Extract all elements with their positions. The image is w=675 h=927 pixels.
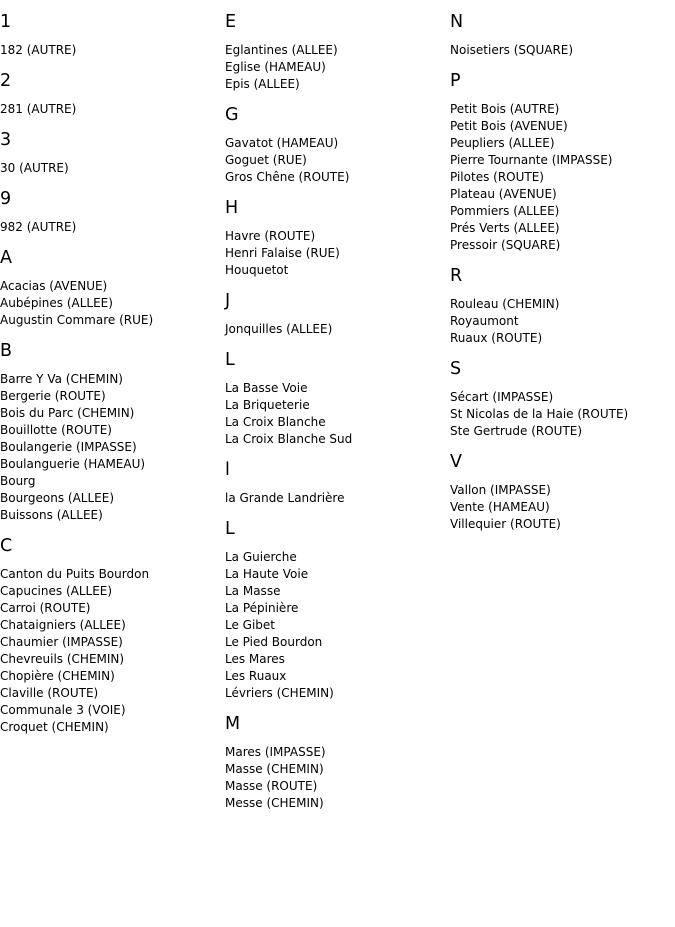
street-list	[0, 219, 225, 236]
street-link[interactable]: La Guierche	[225, 550, 297, 564]
street-list	[450, 296, 675, 347]
street-link[interactable]: Barre Y Va (CHEMIN)	[0, 372, 123, 386]
section-letter-heading: A	[0, 248, 12, 268]
letter-section	[0, 188, 225, 236]
street-list	[225, 228, 450, 279]
street-link[interactable]: Prés Verts (ALLEE)	[450, 221, 560, 235]
letter-section	[450, 70, 675, 254]
street-list	[225, 549, 450, 702]
street-list	[0, 101, 225, 118]
street-link[interactable]: Vallon (IMPASSE)	[450, 483, 551, 497]
street-link[interactable]: La Haute Voie	[225, 567, 309, 581]
letter-section	[0, 129, 225, 177]
street-list	[225, 135, 450, 186]
street-list	[0, 371, 225, 524]
section-letter-heading: 3	[0, 130, 12, 150]
street-link[interactable]: Chevreuils (CHEMIN)	[0, 652, 125, 666]
street-list	[225, 321, 450, 338]
street-link[interactable]: Carroi (ROUTE)	[0, 601, 91, 615]
letter-section	[225, 290, 450, 338]
street-link[interactable]: Buissons (ALLEE)	[0, 508, 103, 522]
street-link[interactable]: Epis (ALLEE)	[225, 77, 300, 91]
street-link[interactable]: Havre (ROUTE)	[225, 229, 316, 243]
street-list	[0, 42, 225, 59]
section-letter-heading: N	[450, 12, 464, 32]
letter-section	[225, 713, 450, 812]
street-link[interactable]: Ste Gertrude (ROUTE)	[450, 424, 583, 438]
street-list	[225, 490, 450, 507]
street-link[interactable]: La Croix Blanche Sud	[225, 432, 353, 446]
street-link[interactable]: Aubépines (ALLEE)	[0, 296, 113, 310]
street-link[interactable]: Boulanguerie (HAMEAU)	[0, 457, 146, 471]
letter-section	[0, 535, 225, 736]
section-letter-heading: P	[450, 71, 461, 91]
section-letter-heading: C	[0, 536, 13, 556]
letter-section	[225, 459, 450, 507]
street-link[interactable]: Acacias (AVENUE)	[0, 279, 108, 293]
street-link[interactable]: Vente (HAMEAU)	[450, 500, 550, 514]
street-list	[225, 380, 450, 448]
street-link[interactable]: Gavatot (HAMEAU)	[225, 136, 339, 150]
section-letter-heading: R	[450, 266, 463, 286]
street-link[interactable]: Petit Bois (AUTRE)	[450, 102, 560, 116]
section-letter-heading: 1	[0, 12, 12, 32]
index-column	[450, 11, 675, 544]
street-link[interactable]: Masse (ROUTE)	[225, 779, 318, 793]
section-letter-heading: G	[225, 105, 239, 125]
street-link[interactable]: Henri Falaise (RUE)	[225, 246, 340, 260]
letter-section	[225, 349, 450, 448]
street-link[interactable]: Villequier (ROUTE)	[450, 517, 561, 531]
street-link[interactable]: Bois du Parc (CHEMIN)	[0, 406, 135, 420]
letter-section	[0, 340, 225, 524]
street-link[interactable]: Bourgeons (ALLEE)	[0, 491, 115, 505]
letter-section	[450, 451, 675, 533]
street-link[interactable]: La Pépinière	[225, 601, 299, 615]
street-link[interactable]: Eglantines (ALLEE)	[225, 43, 338, 57]
section-letter-heading: H	[225, 198, 239, 218]
street-link[interactable]: 30 (AUTRE)	[0, 161, 69, 175]
section-letter-heading: l	[225, 460, 230, 480]
street-link[interactable]: Houquetot	[225, 263, 289, 277]
street-list	[0, 160, 225, 177]
street-link[interactable]: Capucines (ALLEE)	[0, 584, 113, 598]
street-link[interactable]: St Nicolas de la Haie (ROUTE)	[450, 407, 629, 421]
street-link[interactable]: Messe (CHEMIN)	[225, 796, 324, 810]
street-link[interactable]: Jonquilles (ALLEE)	[225, 322, 333, 336]
letter-section	[450, 265, 675, 347]
letter-section	[450, 11, 675, 59]
street-link[interactable]: La Basse Voie	[225, 381, 308, 395]
street-link[interactable]: Boulangerie (IMPASSE)	[0, 440, 137, 454]
letter-section	[225, 518, 450, 702]
street-link[interactable]: Claville (ROUTE)	[0, 686, 99, 700]
street-link[interactable]: Canton du Puits Bourdon	[0, 567, 150, 581]
street-link[interactable]: Pilotes (ROUTE)	[450, 170, 544, 184]
section-letter-heading: J	[225, 291, 231, 311]
street-link[interactable]: Pressoir (SQUARE)	[450, 238, 561, 252]
street-link[interactable]: Pommiers (ALLEE)	[450, 204, 560, 218]
street-link[interactable]: Noisetiers (SQUARE)	[450, 43, 574, 57]
street-link[interactable]: Sécart (IMPASSE)	[450, 390, 554, 404]
street-link[interactable]: Bouillotte (ROUTE)	[0, 423, 112, 437]
street-link[interactable]: Goguet (RUE)	[225, 153, 307, 167]
letter-section	[225, 104, 450, 186]
letter-section	[450, 358, 675, 440]
street-list	[0, 278, 225, 329]
section-letter-heading: E	[225, 12, 237, 32]
street-link[interactable]: Chaumier (IMPASSE)	[0, 635, 123, 649]
letter-section	[0, 70, 225, 118]
street-link[interactable]: Mares (IMPASSE)	[225, 745, 326, 759]
street-link[interactable]: Communale 3 (VOIE)	[0, 703, 126, 717]
street-list	[450, 42, 675, 59]
street-list	[450, 389, 675, 440]
section-letter-heading: S	[450, 359, 462, 379]
section-letter-heading: B	[0, 341, 13, 361]
street-link[interactable]: Le Gibet	[225, 618, 276, 632]
street-link[interactable]: la Grande Landrière	[225, 491, 345, 505]
street-list	[450, 101, 675, 254]
street-link[interactable]: 281 (AUTRE)	[0, 102, 77, 116]
street-link[interactable]: Gros Chêne (ROUTE)	[225, 170, 350, 184]
street-link[interactable]: Augustin Commare (RUE)	[0, 313, 154, 327]
section-letter-heading: L	[225, 350, 235, 370]
street-link[interactable]: Bergerie (ROUTE)	[0, 389, 106, 403]
street-list	[225, 744, 450, 812]
street-link[interactable]: Royaumont	[450, 314, 519, 328]
street-link[interactable]: Les Ruaux	[225, 669, 287, 683]
letter-section	[0, 247, 225, 329]
section-letter-heading: M	[225, 714, 241, 734]
street-link[interactable]: Croquet (CHEMIN)	[0, 720, 109, 734]
street-link[interactable]: Rouleau (CHEMIN)	[450, 297, 560, 311]
street-link[interactable]: Ruaux (ROUTE)	[450, 331, 543, 345]
street-link[interactable]: La Croix Blanche	[225, 415, 326, 429]
letter-section	[225, 197, 450, 279]
street-link[interactable]: Lévriers (CHEMIN)	[225, 686, 334, 700]
section-letter-heading: 2	[0, 71, 12, 91]
street-link[interactable]: Le Pied Bourdon	[225, 635, 323, 649]
street-link[interactable]: Pierre Tournante (IMPASSE)	[450, 153, 613, 167]
street-link[interactable]: 982 (AUTRE)	[0, 220, 77, 234]
street-link[interactable]: Bourg	[0, 474, 36, 488]
section-letter-heading: 9	[0, 189, 12, 209]
section-letter-heading: L	[225, 519, 235, 539]
street-link[interactable]: Chopière (CHEMIN)	[0, 669, 115, 683]
street-link[interactable]: Eglise (HAMEAU)	[225, 60, 326, 74]
street-link[interactable]: La Briqueterie	[225, 398, 310, 412]
street-link[interactable]: Les Mares	[225, 652, 285, 666]
index-column	[0, 11, 225, 747]
street-link[interactable]: La Masse	[225, 584, 281, 598]
street-link[interactable]: Petit Bois (AVENUE)	[450, 119, 568, 133]
street-link[interactable]: 182 (AUTRE)	[0, 43, 77, 57]
street-list	[225, 42, 450, 93]
section-letter-heading: V	[450, 452, 462, 472]
index-column	[225, 11, 450, 823]
street-link[interactable]: Chataigniers (ALLEE)	[0, 618, 126, 632]
street-link[interactable]: Plateau (AVENUE)	[450, 187, 557, 201]
street-link[interactable]: Masse (CHEMIN)	[225, 762, 324, 776]
street-link[interactable]: Peupliers (ALLEE)	[450, 136, 555, 150]
letter-section	[225, 11, 450, 93]
street-list	[450, 482, 675, 533]
letter-section	[0, 11, 225, 59]
street-list	[0, 566, 225, 736]
